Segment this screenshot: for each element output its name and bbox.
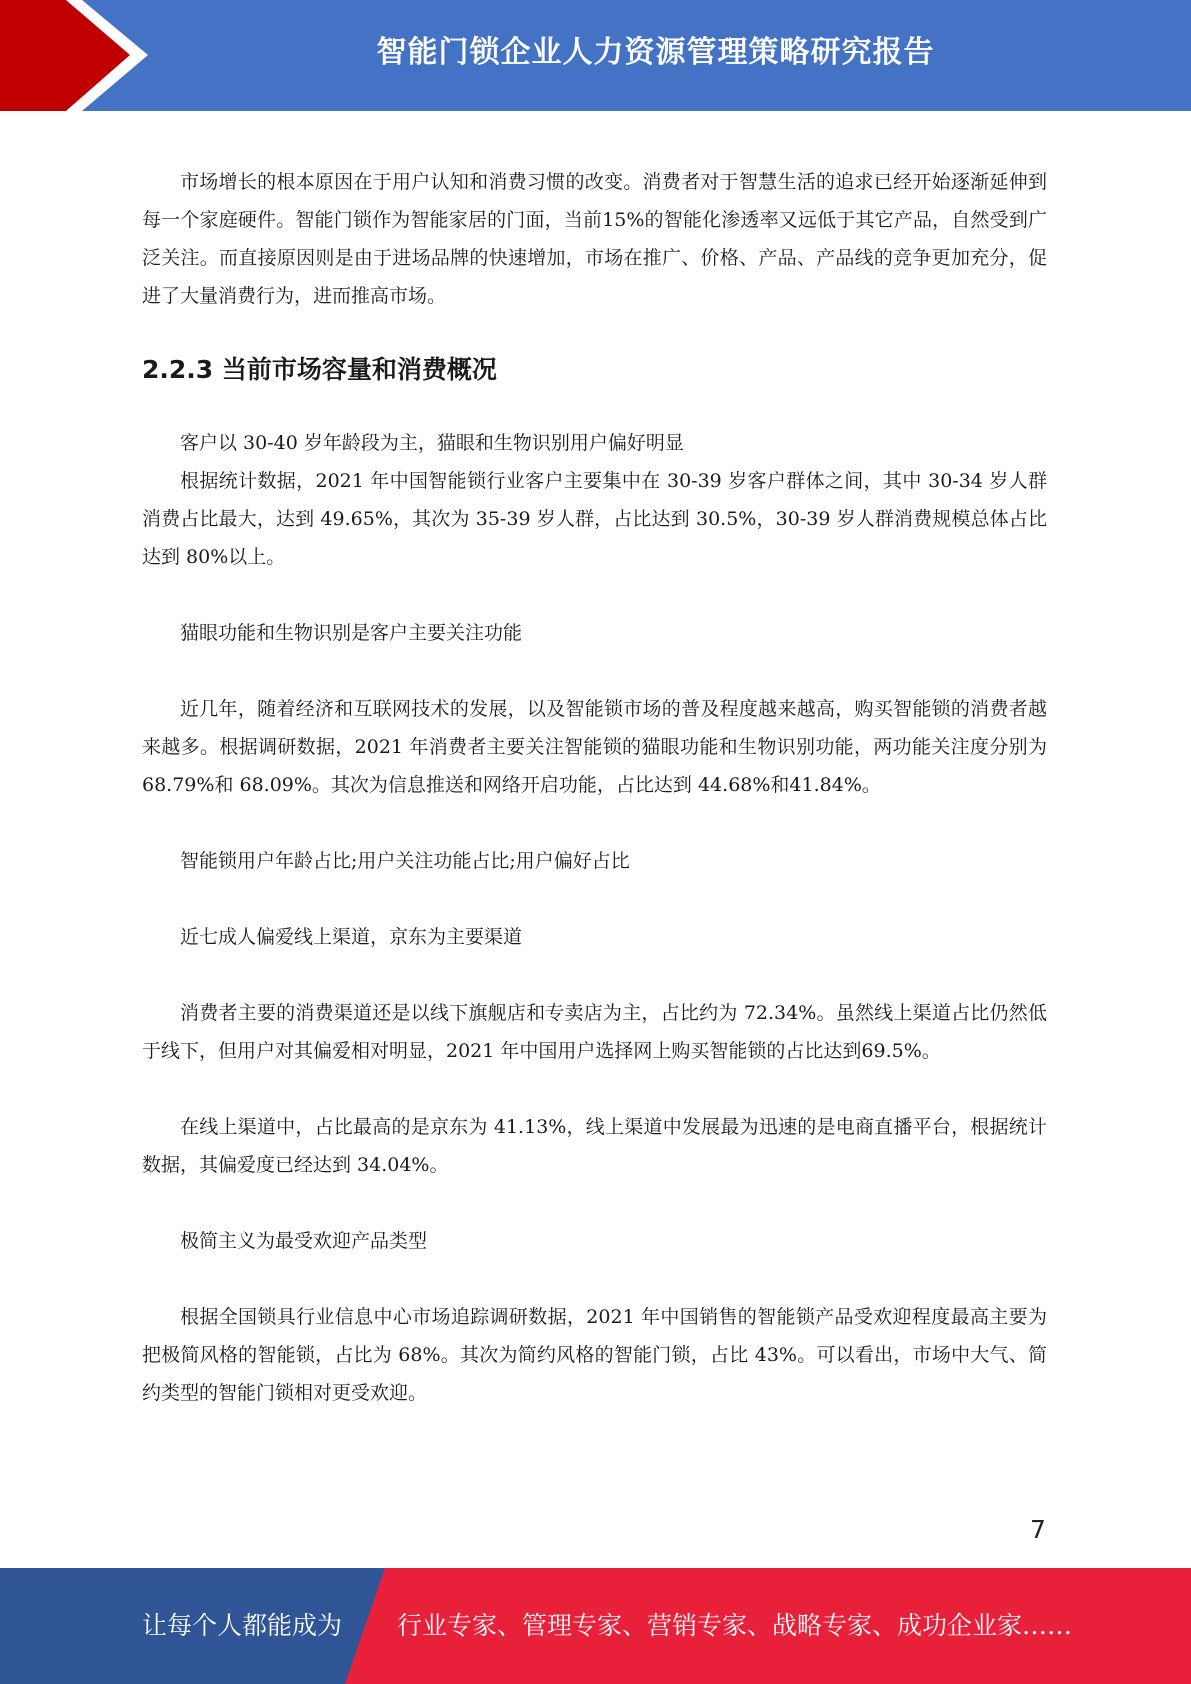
paragraph-online-channel: 在线上渠道中，占比最高的是京东为 41.13%，线上渠道中发展最为迅速的是电商直播平台，根据统计数据，其偏爱度已经达到 34.04%。 xyxy=(142,1116,1047,1176)
footer-slogan-right: 行业专家、管理专家、营销专家、战略专家、成功企业家…… xyxy=(397,1611,1073,1640)
paragraph-channel-detail: 消费者主要的消费渠道还是以线下旗舰店和专卖店为主，占比约为 72.34%。虽然线上渠道占比仍然低于线下，但用户对其偏爱相对明显，2021 年中国用户选择网上购买智能锁的占比达到69.5%。 xyxy=(142,1002,1047,1062)
page-number: 7 xyxy=(1030,1515,1046,1544)
paragraph-feature-title: 猫眼功能和生物识别是客户主要关注功能 xyxy=(180,622,523,644)
paragraph-customer-age: 根据统计数据，2021 年中国智能锁行业客户主要集中在 30-39 岁客户群体之间，其中 30-34 岁人群消费占比最大，达到 49.65%，其次为 35-39 岁人群，占比达到 30.5%，30-39 岁人群消费规模总体占比达到 80%以上。 xyxy=(142,470,1047,568)
paragraph-channel-title: 近七成人偏爱线上渠道，京东为主要渠道 xyxy=(180,926,523,948)
paragraph-feature-detail: 近几年，随着经济和互联网技术的发展，以及智能锁市场的普及程度越来越高，购买智能锁的消费者越来越多。根据调研数据，2021 年消费者主要关注智能锁的猫眼功能和生物识别功能，两功能关注度分别为 68.79%和 68.09%。其次为信息推送和网络开启功能，占比达到 44.68%和41.84%。 xyxy=(142,698,1047,796)
page-body xyxy=(142,163,1047,1412)
footer-slogan-left: 让每个人都能成为 xyxy=(142,1611,343,1640)
footer-banner xyxy=(0,1568,1191,1684)
paragraph-customer-age-title: 客户以 30-40 岁年龄段为主，猫眼和生物识别用户偏好明显 xyxy=(180,432,684,454)
paragraph-market-growth: 市场增长的根本原因在于用户认知和消费习惯的改变。消费者对于智慧生活的追求已经开始逐渐延伸到每一个家庭硬件。智能门锁作为智能家居的门面，当前15%的智能化渗透率又远低于其它产品，自然受到广泛关注。而直接原因则是由于进场品牌的快速增加，市场在推广、价格、产品、产品线的竞争更加充分，促进了大量消费行为，进而推高市场。 xyxy=(142,171,1047,307)
header-banner xyxy=(0,0,1191,111)
report-title: 智能门锁企业人力资源管理策略研究报告 xyxy=(376,35,935,70)
paragraph-chart-caption: 智能锁用户年龄占比;用户关注功能占比;用户偏好占比 xyxy=(180,850,630,872)
section-heading: 2.2.3 当前市场容量和消费概况 xyxy=(142,355,497,384)
chevron-arrow-icon xyxy=(0,0,160,111)
paragraph-style-title: 极简主义为最受欢迎产品类型 xyxy=(180,1230,428,1252)
paragraph-style-detail: 根据全国锁具行业信息中心市场追踪调研数据，2021 年中国销售的智能锁产品受欢迎程度最高主要为把极简风格的智能锁，占比为 68%。其次为简约风格的智能门锁，占比 43%。可以看出，市场中大气、简约类型的智能门锁相对更受欢迎。 xyxy=(142,1306,1047,1404)
